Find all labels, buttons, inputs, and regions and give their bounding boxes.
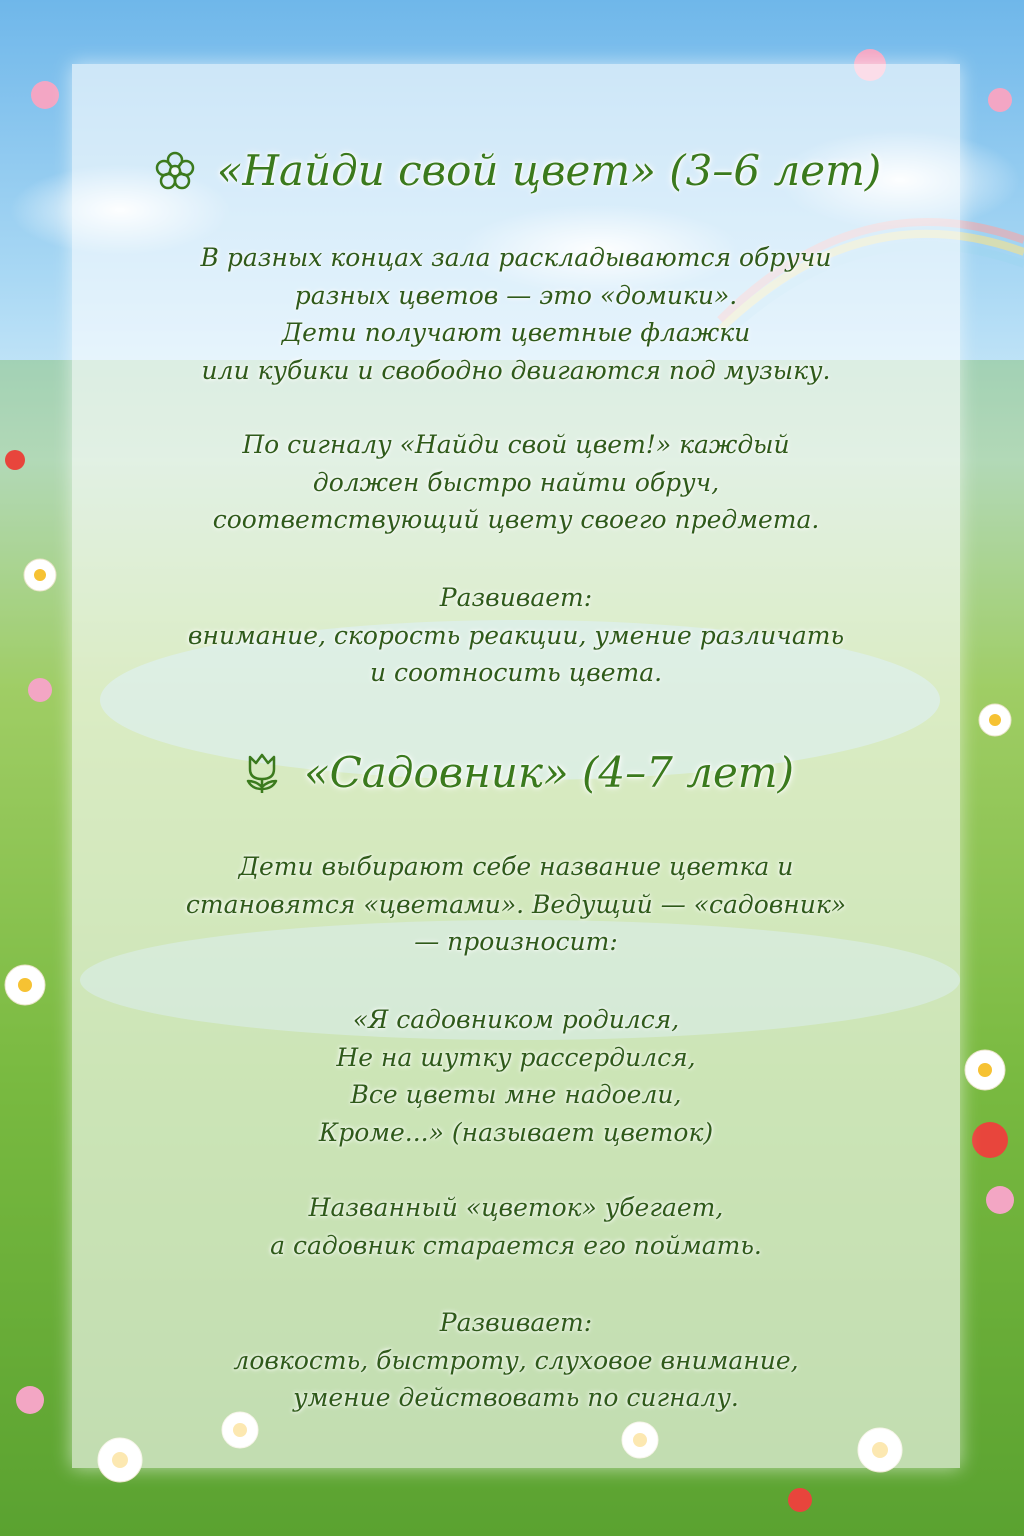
- section2-title-text: «Садовник» (4–7 лет): [303, 748, 795, 797]
- poem-line: Кроме...» (называет цветок): [318, 1117, 714, 1147]
- text-line: внимание, скорость реакции, умение различать: [187, 620, 845, 650]
- text-line: ловкость, быстроту, слуховое внимание,: [233, 1345, 799, 1375]
- section1-description: [72, 239, 960, 389]
- games-card: [72, 64, 960, 1468]
- text-line: — произносит:: [414, 927, 618, 956]
- text-line: а садовник старается его поймать.: [270, 1230, 762, 1260]
- develops-label: Развивает:: [439, 583, 593, 612]
- section2-develops: [72, 1304, 960, 1417]
- section1-title: [72, 146, 960, 196]
- poem-line: Все цветы мне надоели,: [350, 1080, 682, 1109]
- flower-icon: [151, 147, 199, 195]
- text-line: должен быстро найти обруч,: [312, 467, 720, 497]
- text-line: соответствующий цвету своего предмета.: [212, 505, 820, 534]
- text-line: В разных концах зала раскладываются обручи: [200, 243, 832, 272]
- section2-rules: [72, 1189, 960, 1264]
- text-line: Дети выбирают себе название цветка и: [238, 852, 794, 881]
- text-line: Дети получают цветные флажки: [281, 318, 751, 347]
- text-line: умение действовать по сигналу.: [293, 1383, 739, 1412]
- tulip-icon: [238, 749, 286, 797]
- section1-develops: [72, 579, 960, 692]
- poem-line: Не на шутку рассердился,: [336, 1042, 696, 1072]
- section2-poem: [72, 1001, 960, 1151]
- text-line: Названный «цветок» убегает,: [308, 1193, 724, 1222]
- section2-description: [72, 848, 960, 961]
- section2-title: [72, 748, 960, 798]
- text-line: или кубики и свободно двигаются под музыку.: [201, 355, 831, 385]
- text-line: разных цветов — это «домики».: [294, 280, 738, 310]
- text-line: становятся «цветами». Ведущий — «садовник»: [185, 889, 847, 919]
- develops-label: Развивает:: [439, 1308, 593, 1337]
- section1-title-text: «Найди свой цвет» (3–6 лет): [216, 146, 882, 195]
- section1-rules: [72, 426, 960, 539]
- text-line: По сигналу «Найди свой цвет!» каждый: [242, 430, 790, 459]
- text-line: и соотносить цвета.: [369, 658, 663, 687]
- poem-line: «Я садовником родился,: [352, 1005, 680, 1034]
